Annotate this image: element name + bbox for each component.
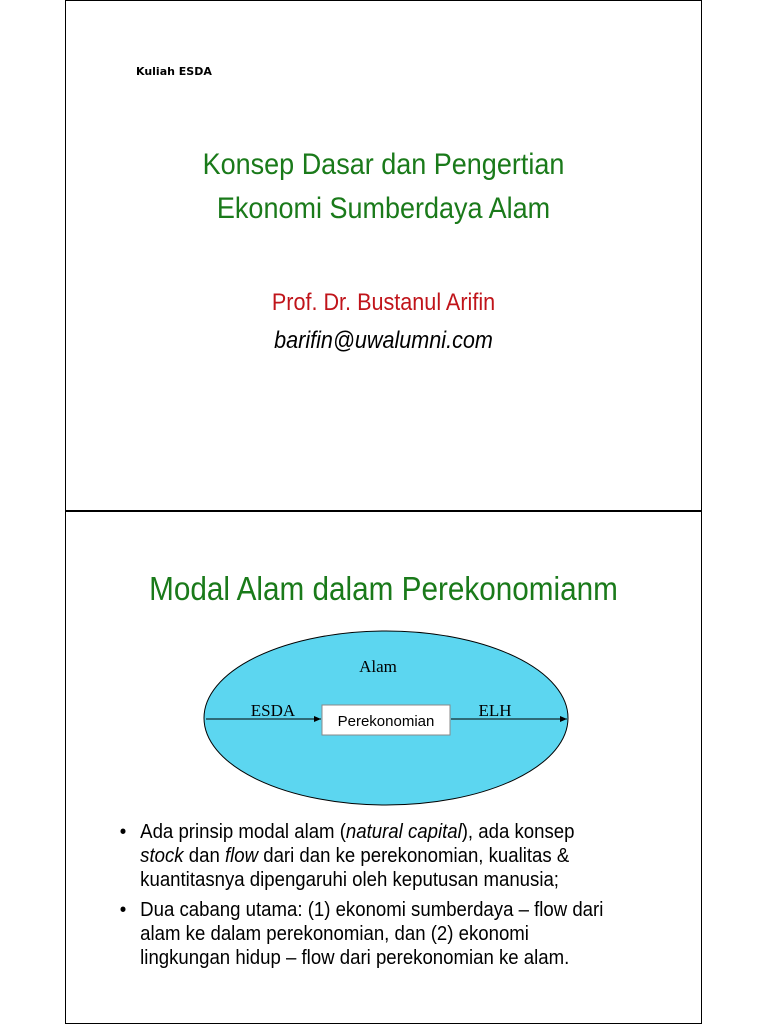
author-email: barifin@uwalumni.com [274, 327, 493, 354]
nature-label: Alam [359, 657, 397, 676]
course-label: Kuliah ESDA [136, 65, 212, 78]
bullet-text: ), ada konsep [461, 821, 575, 843]
author-name: Prof. Dr. Bustanul Arifin [271, 289, 496, 316]
flow-diagram [66, 512, 703, 812]
bullet-list [116, 820, 656, 976]
bullet-italic-term: flow [224, 845, 259, 867]
bullet-text: dan [183, 845, 225, 867]
bullet-italic-term: stock [140, 845, 184, 867]
bullet-item: • Dua cabang utama: (1) ekonomi sumberdaya – flow dari alam ke dalam perekonomian, dan (2) ekonomi lingkungan hidup – flow dari perekonomian ke alam. [116, 898, 618, 970]
title-line-2: Ekonomi Sumberdaya Alam [216, 192, 551, 225]
esda-label: ESDA [250, 701, 296, 720]
elh-label: ELH [478, 701, 512, 720]
slide-2-title: Modal Alam dalam Perekonomianm [149, 570, 618, 607]
slide-1-title [98, 143, 670, 231]
slide-2 [65, 511, 702, 1024]
economy-label: Perekonomian [337, 713, 435, 730]
bullet-italic-term: natural capital [345, 821, 462, 843]
slide-1 [65, 0, 702, 511]
bullet-text: Ada prinsip modal alam ( [140, 821, 346, 843]
title-line-1: Konsep Dasar dan Pengertian [202, 148, 565, 181]
bullet-text: dari dan ke perekonomian, kualitas & kuantitasnya dipengaruhi oleh keputusan manusia; [140, 845, 570, 891]
bullet-item [116, 820, 618, 892]
